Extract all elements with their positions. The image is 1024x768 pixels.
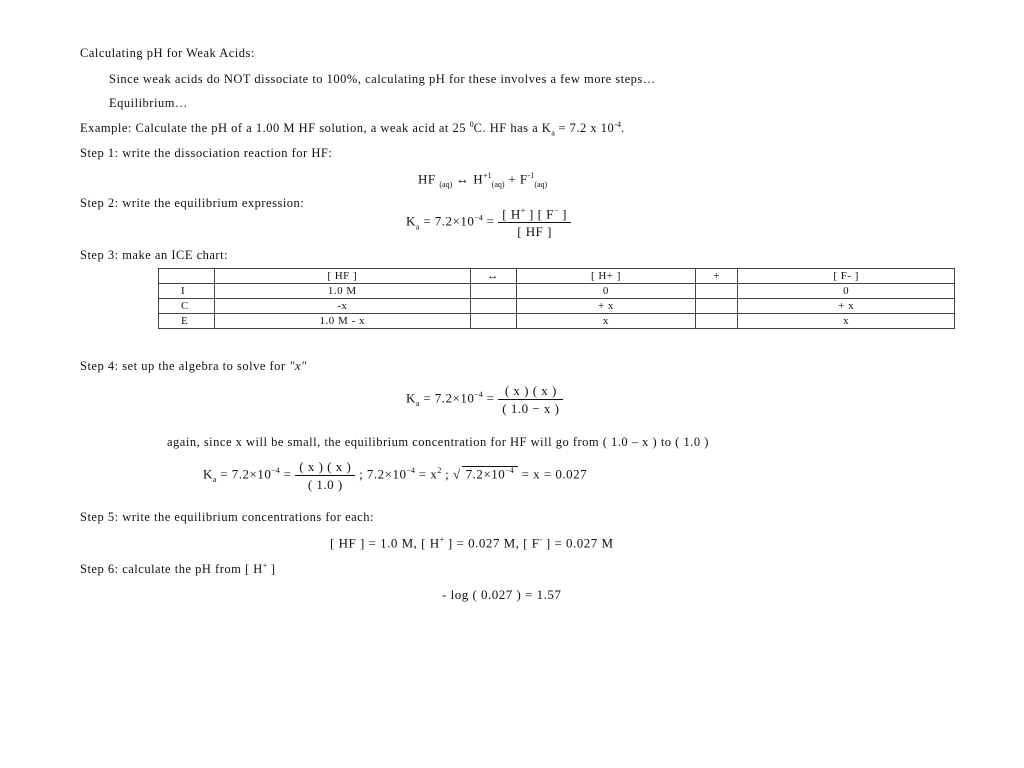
solve-sep2: ;	[441, 466, 453, 482]
approximation-note: again, since x will be small, the equilibrium concentration for HF will go from ( 1.0 – x ) to ( 1.0 )	[167, 435, 709, 449]
num-h-sup: +	[520, 206, 526, 215]
ice-cell-empty	[696, 314, 738, 329]
example-pre: Example: Calculate the pH of a 1.00 M HF solution, a weak acid at 25	[80, 121, 470, 136]
alg-numerator: ( x ) ( x )	[504, 383, 557, 398]
reaction-f: F	[519, 171, 528, 187]
equilibrium-expression	[406, 207, 571, 238]
step3-label: Step 3: make an ICE chart:	[80, 248, 229, 262]
expr-k: K	[406, 213, 416, 229]
ice-cell-empty	[470, 314, 516, 329]
step6-label-text: Step 6: calculate the pH from [ H	[80, 562, 263, 577]
ice-row-initial	[159, 284, 955, 299]
sqrt-radicand	[462, 466, 518, 480]
solve-equals: =	[279, 466, 292, 482]
alg-exp: −4	[474, 390, 483, 400]
ice-header-row	[159, 269, 955, 284]
step6-label	[80, 562, 276, 576]
conc-b: ] = 0.027 M, [ F	[444, 535, 540, 551]
sqrt-icon: √	[453, 466, 461, 482]
step4-label-text: Step 4: set up the algebra to solve for	[80, 359, 290, 373]
solve-numerator: ( x ) ( x )	[299, 459, 352, 474]
ice-cell-h: + x	[516, 299, 696, 314]
sqrt-exp: −4	[505, 466, 514, 476]
ice-header-cell	[159, 269, 215, 284]
solve-fraction	[295, 460, 355, 491]
solve-result: = x = 0.027	[517, 466, 588, 482]
expr-numerator	[498, 207, 571, 222]
expr-equals: =	[482, 213, 495, 229]
expr-fraction	[498, 207, 571, 238]
example-mid: C. HF has a K	[473, 121, 552, 136]
num-close1: ]	[525, 206, 534, 222]
reaction-hf-sub: (aq)	[439, 179, 453, 189]
conc-b-sup: -	[539, 535, 543, 544]
ice-cell-empty	[696, 299, 738, 314]
ice-cell-h: x	[516, 314, 696, 329]
equilibrium-concentrations	[330, 536, 614, 549]
ice-chart	[158, 268, 955, 329]
expr-denominator: [ HF ]	[498, 222, 571, 238]
conc-c: ] = 0.027 M	[542, 535, 614, 551]
alg-k: K	[406, 390, 416, 406]
reaction-plus: +	[504, 171, 520, 187]
example-ka-sub: a	[551, 128, 555, 138]
step5-label: Step 5: write the equilibrium concentrations for each:	[80, 510, 374, 524]
ice-header-cell: +	[696, 269, 738, 284]
step6-label-sup: +	[262, 561, 268, 570]
expr-eq: = 7.2×10	[419, 213, 475, 229]
ice-cell-empty	[470, 284, 516, 299]
solve-k-sub: a	[212, 475, 217, 485]
ice-row-equilibrium	[159, 314, 955, 329]
alg-equals: =	[482, 390, 499, 406]
solve-exp: −4	[271, 466, 280, 476]
reaction-h: H	[473, 171, 484, 187]
step4-label-var: "x"	[289, 359, 307, 373]
conc-a-sup: +	[439, 535, 445, 544]
expr-exp: −4	[474, 213, 483, 223]
page-title: Calculating pH for Weak Acids:	[80, 46, 255, 60]
solve-denominator: ( 1.0 )	[295, 475, 355, 491]
ice-cell-empty	[696, 284, 738, 299]
step6-label-end: ]	[267, 562, 276, 577]
reaction-arrow: ↔	[452, 171, 474, 187]
num-close2: ]	[558, 206, 567, 222]
solve-line	[203, 460, 587, 491]
reaction-f-sub: (aq)	[534, 179, 548, 189]
dissociation-reaction	[418, 172, 547, 189]
ice-cell-hf: 1.0 M - x	[214, 314, 470, 329]
example-end: .	[620, 121, 625, 136]
ice-header-cell: [ H+ ]	[516, 269, 696, 284]
ice-row-label: C	[159, 299, 215, 314]
num-f-sup: −	[553, 206, 559, 215]
ice-cell-hf: -x	[214, 299, 470, 314]
solve-k: K	[203, 466, 213, 482]
conc-a: [ HF ] = 1.0 M, [ H	[330, 535, 440, 551]
solve-sep1-exp: −4	[406, 466, 416, 476]
example-post: = 7.2 x 10	[554, 121, 615, 136]
ice-cell-f: 0	[738, 284, 955, 299]
step2-label: Step 2: write the equilibrium expression:	[80, 196, 305, 210]
solve-sep1-rest: = x	[415, 466, 438, 482]
algebra-expression	[406, 384, 563, 415]
ph-result: - log ( 0.027 ) = 1.57	[442, 587, 562, 602]
solve-sep1: ; 7.2×10	[359, 466, 407, 482]
sqrt-inner: 7.2×10	[465, 466, 506, 482]
ice-cell-hf: 1.0 M	[214, 284, 470, 299]
equilibrium-text: Equilibrium…	[109, 96, 188, 110]
solve-eq: = 7.2×10	[216, 466, 272, 482]
ice-row-label: I	[159, 284, 215, 299]
solve-square: 2	[437, 466, 442, 476]
ice-header-cell: [ F- ]	[738, 269, 955, 284]
reaction-h-sup: +1	[483, 171, 492, 180]
num-f: [ F	[537, 206, 554, 222]
alg-k-sub: a	[415, 399, 420, 409]
ice-cell-f: x	[738, 314, 955, 329]
alg-eq: = 7.2×10	[419, 390, 475, 406]
num-h: [ H	[502, 206, 521, 222]
example-exp: -4	[614, 120, 621, 129]
step4-label	[80, 360, 307, 373]
ice-cell-empty	[470, 299, 516, 314]
reaction-hf: HF	[418, 171, 440, 187]
reaction-f-sup: -1	[527, 171, 535, 180]
ice-header-cell: ↔	[470, 269, 516, 284]
ice-row-label: E	[159, 314, 215, 329]
reaction-h-sub: (aq)	[491, 179, 505, 189]
ice-row-change	[159, 299, 955, 314]
step1-label: Step 1: write the dissociation reaction for HF:	[80, 146, 333, 160]
ice-cell-f: + x	[738, 299, 955, 314]
ice-cell-h: 0	[516, 284, 696, 299]
example-deg: 0	[469, 120, 474, 129]
alg-denominator: ( 1.0 − x )	[498, 399, 563, 415]
expr-k-sub: a	[415, 222, 420, 232]
alg-fraction	[498, 384, 563, 415]
ice-header-cell: [ HF ]	[214, 269, 470, 284]
example-line	[80, 121, 625, 138]
intro-text: Since weak acids do NOT dissociate to 100%, calculating pH for these involves a few more steps…	[109, 72, 656, 86]
